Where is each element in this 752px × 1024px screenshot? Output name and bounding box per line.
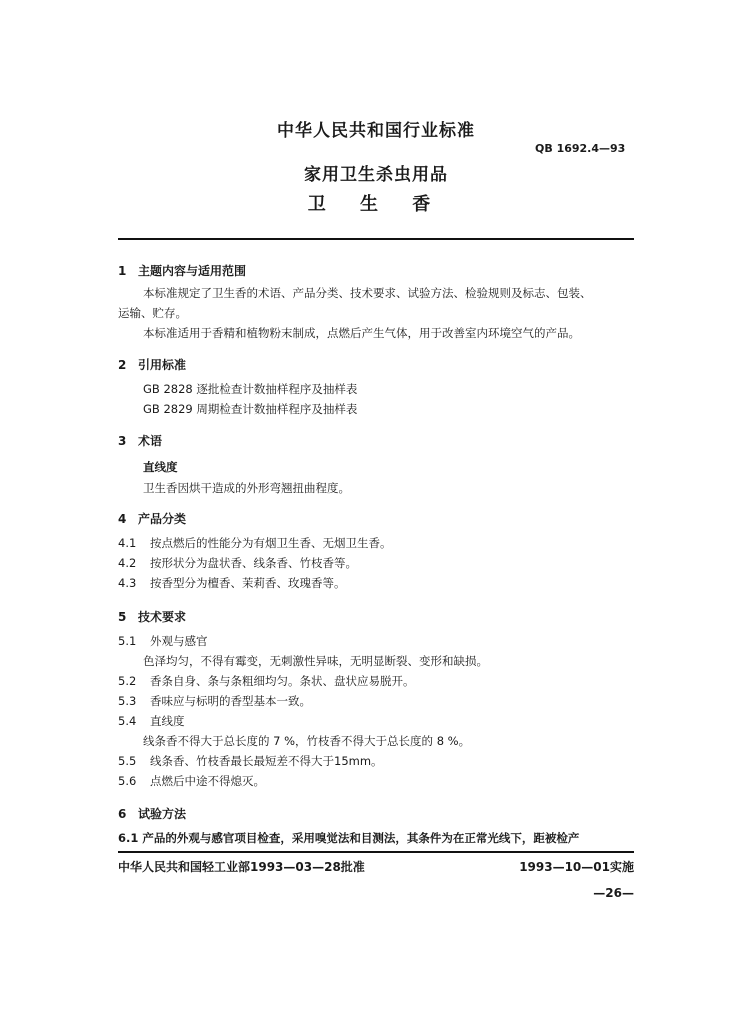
section-6-heading: 6 试验方法 bbox=[118, 807, 187, 821]
issuing-authority: 中华人民共和国行业标准 bbox=[277, 121, 475, 141]
section-4-heading: 4 产品分类 bbox=[118, 512, 187, 526]
page-number: —26— bbox=[593, 886, 634, 900]
term-straightness: 直线度 bbox=[143, 460, 178, 474]
section-1-para-1-line-1: 本标准规定了卫生香的术语、产品分类、技术要求、试验方法、检验规则及标志、包装、 bbox=[143, 286, 592, 300]
clause-6-1: 6.1 产品的外观与感官项目检查，采用嗅觉法和目测法，其条件为在正常光线下，距被检产 bbox=[118, 831, 580, 845]
standard-code: QB 1692.4—93 bbox=[535, 142, 626, 155]
section-1-para-2: 本标准适用于香精和植物粉末制成，点燃后产生气体，用于改善室内环境空气的产品。 bbox=[143, 326, 580, 340]
term-definition: 卫生香因烘干造成的外形弯翘扭曲程度。 bbox=[143, 481, 350, 495]
clause-5-4: 5.4 直线度 bbox=[118, 714, 185, 728]
section-5-heading: 5 技术要求 bbox=[118, 610, 187, 624]
reference-gb2828: GB 2828 逐批检查计数抽样程序及抽样表 bbox=[143, 382, 358, 396]
clause-5-6: 5.6 点燃后中途不得熄灭。 bbox=[118, 774, 265, 788]
section-1-para-1-line-2: 运输、贮存。 bbox=[118, 306, 187, 320]
reference-gb2829: GB 2829 周期检查计数抽样程序及抽样表 bbox=[143, 402, 358, 416]
section-2-heading: 2 引用标准 bbox=[118, 358, 187, 372]
clause-5-1: 5.1 外观与感官 bbox=[118, 634, 208, 648]
clause-4-3: 4.3 按香型分为檀香、茉莉香、玫瑰香等。 bbox=[118, 576, 346, 590]
clause-4-1: 4.1 按点燃后的性能分为有烟卫生香、无烟卫生香。 bbox=[118, 536, 392, 550]
product-category-title: 家用卫生杀虫用品 bbox=[304, 165, 448, 185]
clause-5-2: 5.2 香条自身、条与条粗细均匀。条状、盘状应易脱开。 bbox=[118, 674, 415, 688]
header-rule bbox=[118, 238, 634, 240]
clause-4-2: 4.2 按形状分为盘状香、线条香、竹枝香等。 bbox=[118, 556, 357, 570]
clause-5-1-detail: 色泽均匀，不得有霉变，无刺激性异味，无明显断裂、变形和缺损。 bbox=[143, 654, 488, 668]
section-1-heading: 1 主题内容与适用范围 bbox=[118, 264, 247, 278]
section-3-heading: 3 术语 bbox=[118, 434, 163, 448]
clause-5-4-detail: 线条香不得大于总长度的 7 %，竹枝香不得大于总长度的 8 %。 bbox=[143, 734, 471, 748]
clause-5-3: 5.3 香味应与标明的香型基本一致。 bbox=[118, 694, 311, 708]
approval-date: 中华人民共和国轻工业部1993—03—28批准 bbox=[118, 860, 365, 874]
standard-title: 卫 生 香 bbox=[307, 194, 445, 215]
implementation-date: 1993—10—01实施 bbox=[519, 860, 634, 874]
clause-5-5: 5.5 线条香、竹枝香最长最短差不得大于15mm。 bbox=[118, 754, 383, 768]
footer-rule bbox=[118, 851, 634, 853]
